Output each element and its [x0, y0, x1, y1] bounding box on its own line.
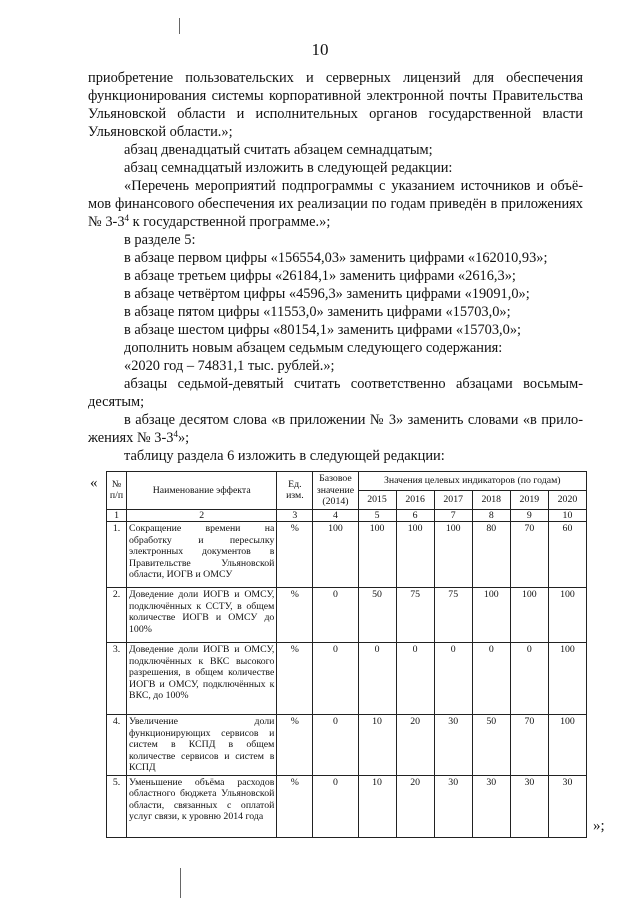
- header-year: 2015: [358, 490, 396, 509]
- row-unit: %: [277, 588, 313, 643]
- col-number: 4: [313, 509, 358, 522]
- row-value: 0: [358, 643, 396, 715]
- paragraph-line: в абзаце пятом цифры «11553,0» заменить цифрами «15703,0»;: [124, 304, 511, 320]
- row-value: 10: [358, 715, 396, 776]
- col-number: 6: [396, 509, 434, 522]
- header-year: 2020: [548, 490, 586, 509]
- paragraph-line: «Перечень мероприятий подпрограммы с указанием источников и объё-: [124, 178, 583, 194]
- paragraph-line: [88, 213, 330, 231]
- quote-open: «: [90, 475, 98, 491]
- row-value: 75: [396, 588, 434, 643]
- col-number: 1: [107, 509, 127, 522]
- indicators-table: [106, 471, 587, 838]
- row-value: 0: [472, 643, 510, 715]
- table-row: [107, 715, 587, 776]
- paragraph-line: дополнить новым абзацем седьмым следующего содержания:: [124, 340, 503, 356]
- row-value: 30: [434, 775, 472, 837]
- table-row: [107, 588, 587, 643]
- col-number: 5: [358, 509, 396, 522]
- paragraph-line: Ульяновской области и исполнительных органов государственной власти: [88, 106, 583, 122]
- row-name: Доведение доли ИОГВ и ОМСУ, подключённых к ВКС высокого разрешения, в общем количестве ИОГВ и ОМСУ, подключённых к ВКС, до 100%: [127, 643, 277, 715]
- superscript: 4: [173, 429, 178, 439]
- paragraph-line: мов финансового обеспечения их реализации по годам приведён в приложениях: [88, 196, 583, 212]
- header-year: 2017: [434, 490, 472, 509]
- text: к государственной программе.»;: [129, 214, 331, 230]
- paragraph-line: абзац двенадцатый считать абзацем семнадцатым;: [124, 142, 433, 158]
- row-value: 50: [472, 715, 510, 776]
- paragraph-line: в абзаце четвёртом цифры «4596,3» заменить цифрами «19091,0»;: [124, 286, 530, 302]
- header-year: 2019: [510, 490, 548, 509]
- header-unit: Ед. изм.: [277, 472, 313, 510]
- col-number: 10: [548, 509, 586, 522]
- row-value: 10: [358, 775, 396, 837]
- table-row: [107, 522, 587, 588]
- row-value: 75: [434, 588, 472, 643]
- text: »;: [177, 430, 190, 446]
- paragraph-line: [88, 429, 189, 447]
- row-value: 80: [472, 522, 510, 588]
- table-row: [107, 775, 587, 837]
- row-value: 0: [434, 643, 472, 715]
- row-value: 70: [510, 715, 548, 776]
- row-value: 70: [510, 522, 548, 588]
- row-value: 100: [548, 588, 586, 643]
- text: жениях № 3-3: [88, 430, 174, 446]
- row-value: 100: [396, 522, 434, 588]
- paragraph-line: в абзаце первом цифры «156554,03» заменить цифрами «162010,93»;: [124, 250, 548, 266]
- paragraph-line: десятым;: [88, 394, 145, 410]
- row-value: 30: [434, 715, 472, 776]
- quote-close: »;: [593, 818, 605, 834]
- row-value: 100: [434, 522, 472, 588]
- row-base: 0: [313, 643, 358, 715]
- row-value: 60: [548, 522, 586, 588]
- paragraph-line: абзацы седьмой-девятый считать соответственно абзацами восьмым-: [124, 376, 583, 392]
- col-number: 7: [434, 509, 472, 522]
- header-year: 2018: [472, 490, 510, 509]
- row-value: 20: [396, 775, 434, 837]
- paragraph-line: в разделе 5:: [124, 232, 196, 248]
- paragraph-line: «2020 год – 74831,1 тыс. рублей.»;: [124, 358, 335, 374]
- row-value: 100: [358, 522, 396, 588]
- row-name: Доведение доли ИОГВ и ОМСУ, подключённых к ССТУ, в общем количестве ИОГВ и ОМСУ до 100%: [127, 588, 277, 643]
- row-num: 3.: [107, 643, 127, 715]
- row-value: 100: [472, 588, 510, 643]
- row-value: 100: [548, 715, 586, 776]
- row-value: 100: [510, 588, 548, 643]
- row-base: 0: [313, 715, 358, 776]
- scan-mark: [179, 18, 180, 34]
- col-number: 2: [127, 509, 277, 522]
- row-num: 5.: [107, 775, 127, 837]
- row-value: 30: [548, 775, 586, 837]
- row-value: 100: [548, 643, 586, 715]
- paragraph-line: функционирования системы корпоративной электронной почты Правительства: [88, 88, 583, 104]
- header-name: Наименование эффекта: [127, 472, 277, 510]
- row-unit: %: [277, 775, 313, 837]
- row-unit: %: [277, 522, 313, 588]
- superscript: 4: [124, 213, 130, 223]
- row-value: 0: [510, 643, 548, 715]
- row-value: 30: [472, 775, 510, 837]
- page-number: 10: [311, 40, 329, 59]
- row-value: 50: [358, 588, 396, 643]
- row-num: 1.: [107, 522, 127, 588]
- row-base: 0: [313, 588, 358, 643]
- row-name: Увеличение доли функционирующих сервисов и систем в КСПД в общем количестве сервисов и систем в КСПД: [127, 715, 277, 776]
- row-unit: %: [277, 715, 313, 776]
- paragraph-line: приобретение пользовательских и серверных лицензий для обеспечения: [88, 70, 583, 86]
- col-number: 8: [472, 509, 510, 522]
- header-num: № п/п: [107, 472, 127, 510]
- paragraph-line: в абзаце третьем цифры «26184,1» заменить цифрами «2616,3»;: [124, 268, 516, 284]
- row-num: 4.: [107, 715, 127, 776]
- row-unit: %: [277, 643, 313, 715]
- col-number: 3: [277, 509, 313, 522]
- row-name: Уменьшение объёма расходов областного бюджета Ульяновской области, связанных с оплатой услуг связи, к уровню 2014 года: [127, 775, 277, 837]
- header-year: 2016: [396, 490, 434, 509]
- paragraph-line: в абзаце шестом цифры «80154,1» заменить цифрами «15703,0»;: [124, 322, 522, 338]
- row-name: Сокращение времени на обработку и пересылку электронных документов в Правительстве Ульяновской области, ИОГВ и ОМСУ: [127, 522, 277, 588]
- paragraph-line: в абзаце десятом слова «в приложении № 3» заменить словами «в прило-: [124, 412, 583, 428]
- row-base: 0: [313, 775, 358, 837]
- col-number: 9: [510, 509, 548, 522]
- scan-mark: [180, 868, 181, 898]
- header-targets: Значения целевых индикаторов (по годам): [358, 472, 587, 491]
- header-base: Базовое значение (2014): [313, 472, 358, 510]
- table-row: [107, 643, 587, 715]
- row-value: 0: [396, 643, 434, 715]
- text: № 3-3: [88, 214, 125, 230]
- row-num: 2.: [107, 588, 127, 643]
- paragraph-line: абзац семнадцатый изложить в следующей редакции:: [124, 160, 453, 176]
- row-value: 20: [396, 715, 434, 776]
- row-base: 100: [313, 522, 358, 588]
- paragraph-line: Ульяновской области.»;: [88, 124, 233, 140]
- paragraph-line: таблицу раздела 6 изложить в следующей редакции:: [124, 448, 445, 464]
- row-value: 30: [510, 775, 548, 837]
